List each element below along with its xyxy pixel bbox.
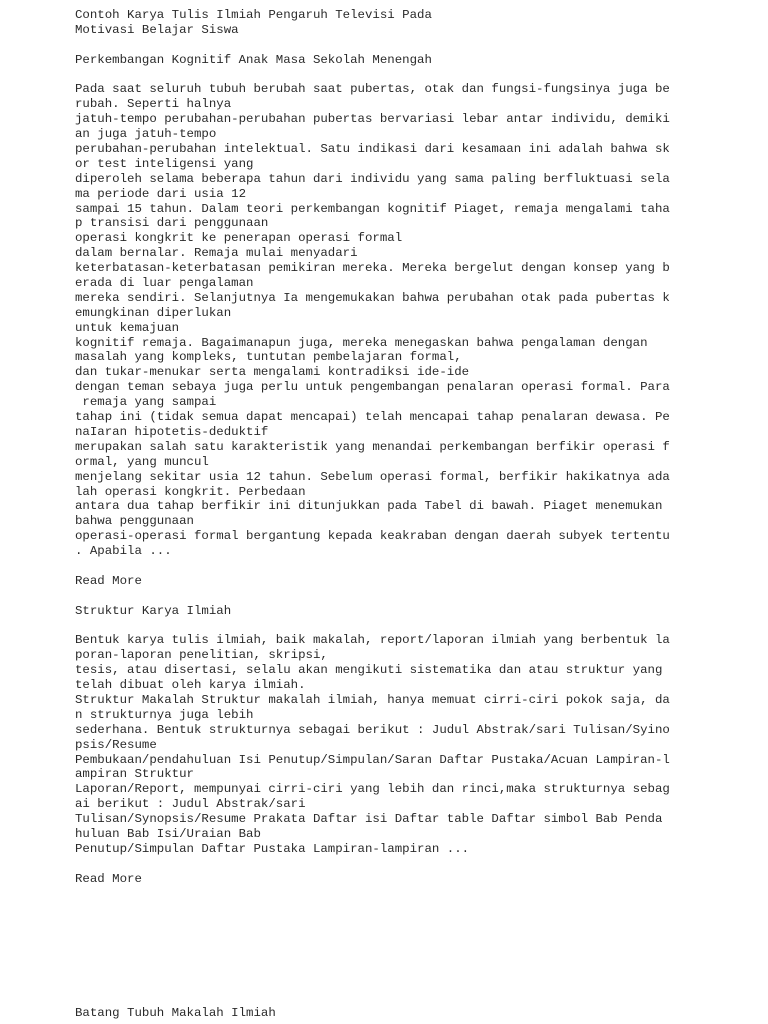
body-text-line: telah dibuat oleh karya ilmiah.: [75, 678, 306, 693]
body-text-line: antara dua tahap berfikir ini ditunjukkan pada Tabel di bawah. Piaget menemukan: [75, 499, 663, 514]
body-text-line: Pada saat seluruh tubuh berubah saat pubertas, otak dan fungsi-fungsinya juga be: [75, 82, 670, 97]
body-text-line: sederhana. Bentuk strukturnya sebagai berikut : Judul Abstrak/sari Tulisan/Syino: [75, 722, 670, 737]
body-text-line: ampiran Struktur: [75, 767, 194, 782]
body-text-line: sampai 15 tahun. Dalam teori perkembangan kognitif Piaget, remaja mengalami taha: [75, 201, 670, 216]
body-text-line: bahwa penggunaan: [75, 514, 194, 529]
read-more-link[interactable]: Read More: [75, 573, 142, 588]
body-text-line: dengan teman sebaya juga perlu untuk pengembangan penalaran operasi formal. Para: [75, 380, 670, 395]
body-text-line: Laporan/Report, mempunyai cirri-ciri yang lebih dan rinci,maka strukturnya sebag: [75, 782, 670, 797]
body-text-line: p transisi dari penggunaan: [75, 216, 269, 231]
body-text-line: n strukturnya juga lebih: [75, 707, 254, 722]
body-text-line: lah operasi kongkrit. Perbedaan: [75, 484, 306, 499]
body-text-line: emungkinan diperlukan: [75, 305, 232, 320]
section-heading: Struktur Karya Ilmiah: [75, 603, 232, 618]
body-text-line: ma periode dari usia 12: [75, 186, 247, 201]
body-text-line: erada di luar pengalaman: [75, 276, 254, 291]
body-text-line: operasi kongkrit ke penerapan operasi formal: [75, 231, 403, 246]
body-text-line: tahap ini (tidak semua dapat mencapai) telah mencapai tahap penalaran dewasa. Pe: [75, 410, 670, 425]
body-text-line: an juga jatuh-tempo: [75, 127, 217, 142]
next-section-heading: Batang Tubuh Makalah Ilmiah: [75, 1006, 276, 1020]
body-text-line: tesis, atau disertasi, selalu akan mengikuti sistematika dan atau struktur yang: [75, 663, 663, 678]
body-text-line: Penutup/Simpulan Daftar Pustaka Lampiran-lampiran ...: [75, 841, 470, 856]
title-line-2: Motivasi Belajar Siswa: [75, 22, 239, 37]
body-text-line: menjelang sekitar usia 12 tahun. Sebelum operasi formal, berfikir hakikatnya ada: [75, 469, 670, 484]
body-text-line: diperoleh selama beberapa tahun dari individu yang sama paling berfluktuasi sela: [75, 171, 670, 186]
body-text-line: poran-laporan penelitian, skripsi,: [75, 648, 328, 663]
body-text-line: ai berikut : Judul Abstrak/sari: [75, 797, 306, 812]
body-text-line: kognitif remaja. Bagaimanapun juga, mereka menegaskan bahwa pengalaman dengan: [75, 335, 648, 350]
title-line-1: Contoh Karya Tulis Ilmiah Pengaruh Televisi Pada: [75, 8, 432, 22]
section-body: [75, 633, 755, 856]
body-text-line: masalah yang kompleks, tuntutan pembelajaran formal,: [75, 350, 462, 365]
body-text-line: mereka sendiri. Selanjutnya Ia mengemukakan bahwa perubahan otak pada pubertas k: [75, 290, 670, 305]
body-text-line: rubah. Seperti halnya: [75, 97, 232, 112]
body-text-line: ormal, yang muncul: [75, 454, 209, 469]
body-text-line: jatuh-tempo perubahan-perubahan pubertas bervariasi lebar antar individu, demiki: [75, 112, 670, 127]
body-text-line: dalam bernalar. Remaja mulai menyadari: [75, 246, 358, 261]
body-text-line: or test inteligensi yang: [75, 156, 254, 171]
body-text-line: perubahan-perubahan intelektual. Satu indikasi dari kesamaan ini adalah bahwa sk: [75, 142, 670, 157]
body-text-line: merupakan salah satu karakteristik yang menandai perkembangan berfikir operasi f: [75, 439, 670, 454]
body-text-line: remaja yang sampai: [75, 395, 217, 410]
body-text-line: Pembukaan/pendahuluan Isi Penutup/Simpulan/Saran Daftar Pustaka/Acuan Lampiran-l: [75, 752, 670, 767]
document-title: [75, 8, 755, 38]
read-more-link[interactable]: Read More: [75, 871, 142, 886]
body-text-line: huluan Bab Isi/Uraian Bab: [75, 826, 261, 841]
body-text-line: keterbatasan-keterbatasan pemikiran mereka. Mereka bergelut dengan konsep yang b: [75, 261, 670, 276]
body-text-line: Tulisan/Synopsis/Resume Prakata Daftar isi Daftar table Daftar simbol Bab Penda: [75, 812, 663, 827]
body-text-line: Struktur Makalah Struktur makalah ilmiah, hanya memuat cirri-ciri pokok saja, da: [75, 692, 670, 707]
body-text-line: Bentuk karya tulis ilmiah, baik makalah, report/laporan ilmiah yang berbentuk la: [75, 633, 670, 648]
body-text-line: . Apabila ...: [75, 544, 172, 559]
body-text-line: dan tukar-menukar serta mengalami kontradiksi ide-ide: [75, 365, 470, 380]
section-heading: Perkembangan Kognitif Anak Masa Sekolah Menengah: [75, 52, 432, 67]
body-text-line: naIaran hipotetis-deduktif: [75, 424, 269, 439]
body-text-line: operasi-operasi formal bergantung kepada keakraban dengan daerah subyek tertentu: [75, 529, 670, 544]
section-body: [75, 82, 755, 559]
document-page: [75, 8, 755, 887]
body-text-line: psis/Resume: [75, 737, 157, 752]
body-text-line: untuk kemajuan: [75, 320, 180, 335]
